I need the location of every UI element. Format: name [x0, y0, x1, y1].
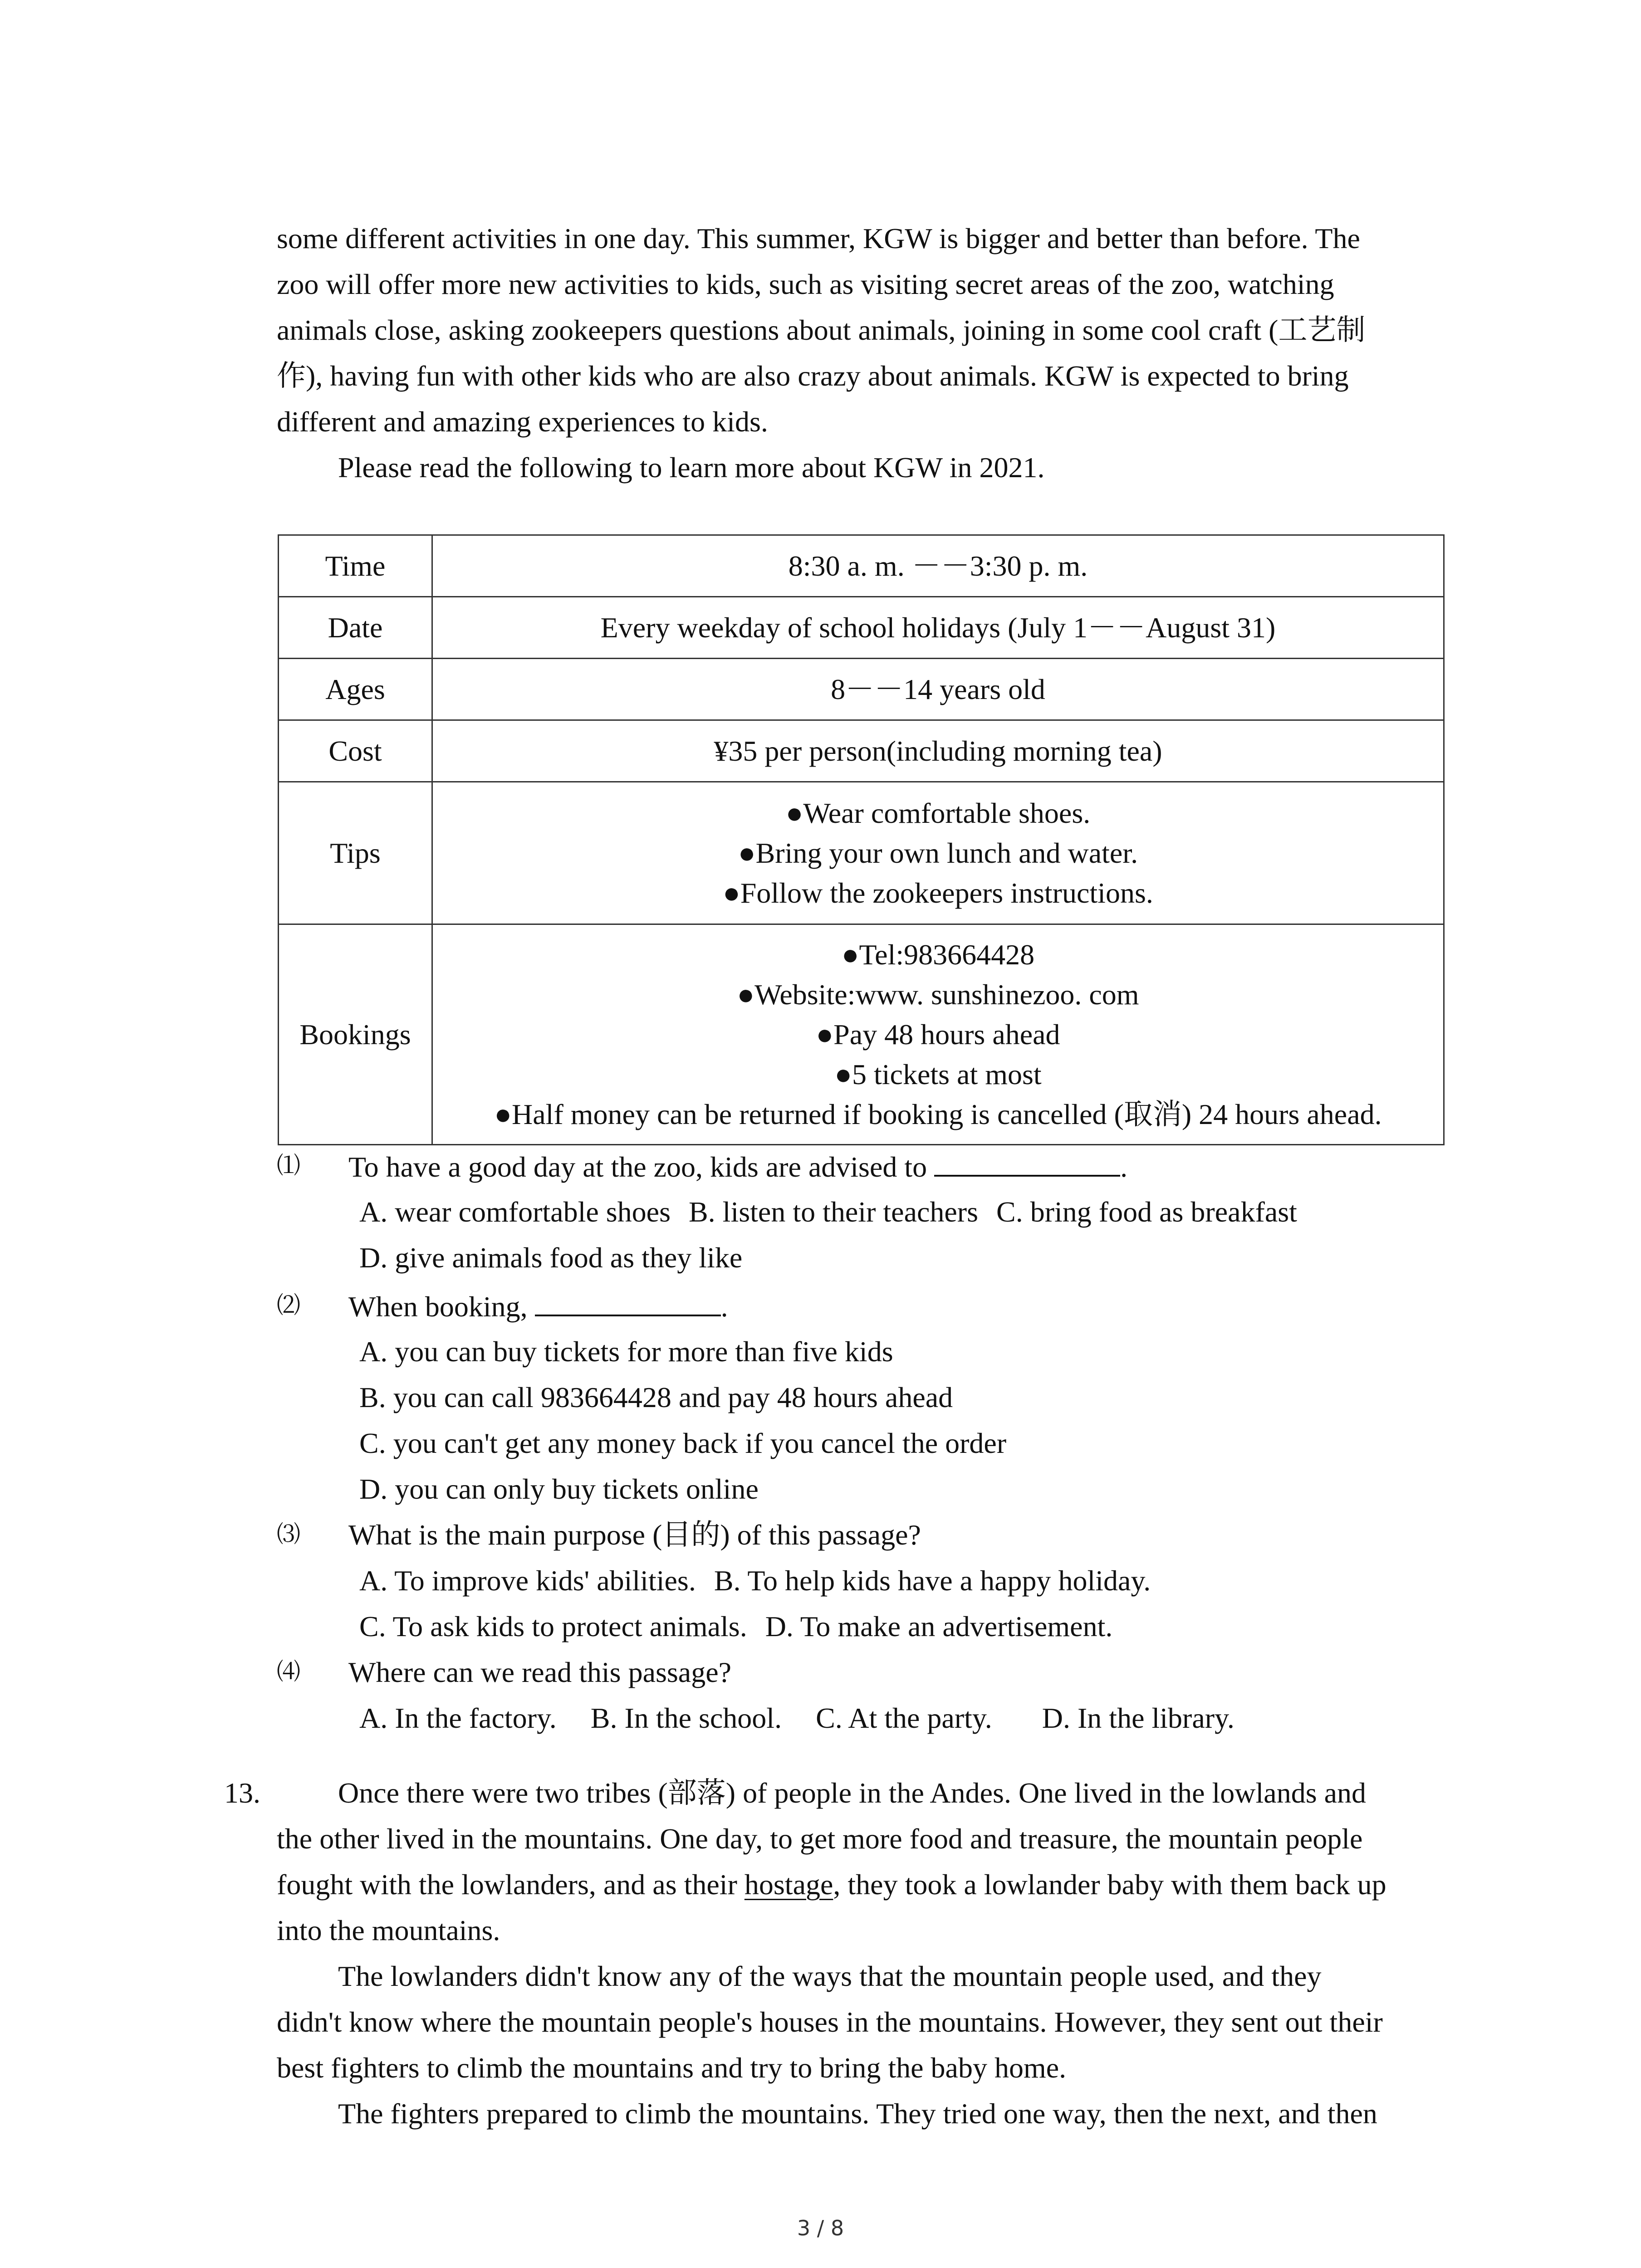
tip-item: ●Follow the zookeepers instructions. — [723, 876, 1153, 909]
bookings-value — [432, 924, 1444, 1145]
passage-line: into the mountains. — [277, 1914, 500, 1946]
options-line — [359, 1235, 742, 1281]
tip-item: ●Wear comfortable shoes. — [785, 797, 1091, 829]
underlined-word-hostage: hostage — [744, 1868, 833, 1901]
time-label: Time — [279, 535, 432, 597]
passage-line: best fighters to climb the mountains and try to bring the baby home. — [277, 2052, 1067, 2084]
table-row — [279, 597, 1444, 659]
date-label: Date — [279, 597, 432, 659]
intro-line: animals close, asking zookeepers questions about animals, joining in some cool craft (工艺制 — [277, 314, 1366, 346]
option-d[interactable]: D. give animals food as they like — [359, 1242, 743, 1274]
option-d[interactable]: D. In the library. — [1042, 1702, 1234, 1734]
question-text — [348, 1143, 1127, 1190]
option-a[interactable]: A. To improve kids' abilities. — [359, 1564, 696, 1597]
intro-line: some different activities in one day. This summer, KGW is bigger and better than before. The — [277, 222, 1360, 254]
option-c[interactable]: C. you can't get any money back if you cancel the order — [359, 1427, 1007, 1459]
passage-number: 13. — [224, 1777, 260, 1809]
question-text — [348, 1283, 728, 1330]
option-c[interactable]: C. To ask kids to protect animals. — [359, 1610, 747, 1642]
passage-line: The lowlanders didn't know any of the ways that the mountain people used, and they — [338, 1960, 1322, 1992]
intro-line: 作), having fun with other kids who are also crazy about animals. KGW is expected to bring — [277, 360, 1349, 392]
options-line — [359, 1466, 759, 1512]
cost-value: ¥35 per person(including morning tea) — [432, 720, 1444, 782]
table-row — [279, 782, 1444, 924]
option-b[interactable]: B. listen to their teachers — [688, 1196, 978, 1228]
options-line — [359, 1329, 893, 1374]
option-d[interactable]: D. To make an advertisement. — [765, 1610, 1113, 1642]
option-b[interactable]: B. To help kids have a happy holiday. — [714, 1564, 1151, 1597]
table-row — [279, 535, 1444, 597]
option-d[interactable]: D. you can only buy tickets online — [359, 1473, 759, 1505]
booking-item: ●Website:www. sunshinezoo. com — [737, 978, 1139, 1011]
booking-item: ●Pay 48 hours ahead — [816, 1018, 1060, 1051]
options-line — [359, 1558, 1151, 1603]
tips-value — [432, 782, 1444, 924]
ages-label: Ages — [279, 659, 432, 720]
options-line — [359, 1695, 1234, 1741]
passage-text: , they took a lowlander baby with them back up — [833, 1868, 1386, 1901]
question-number: ⑷ — [277, 1658, 301, 1686]
passage-line: The fighters prepared to climb the mountains. They tried one way, then the next, and then — [338, 2097, 1377, 2130]
table-row — [279, 924, 1444, 1145]
table-row — [279, 659, 1444, 720]
options-line — [359, 1420, 1006, 1466]
question-end: . — [720, 1290, 728, 1323]
kgw-info-table — [278, 534, 1445, 1145]
option-c[interactable]: C. At the party. — [816, 1702, 992, 1734]
question-number: ⑶ — [277, 1521, 301, 1548]
options-line — [359, 1374, 953, 1420]
date-value: Every weekday of school holidays (July 1－－August 31) — [432, 597, 1444, 659]
booking-item: ●5 tickets at most — [834, 1058, 1042, 1090]
question-end: . — [1120, 1151, 1128, 1183]
time-value: 8:30 a. m. －－3:30 p. m. — [432, 535, 1444, 597]
option-b[interactable]: B. In the school. — [590, 1702, 782, 1734]
option-b[interactable]: B. you can call 983664428 and pay 48 hours ahead — [359, 1381, 953, 1413]
answer-blank[interactable] — [535, 1283, 721, 1316]
options-line — [359, 1603, 1112, 1649]
booking-item: ●Half money can be returned if booking is cancelled (取消) 24 hours ahead. — [494, 1098, 1382, 1130]
question-text: Where can we read this passage? — [348, 1656, 731, 1688]
option-a[interactable]: A. you can buy tickets for more than five kids — [359, 1335, 893, 1368]
option-a[interactable]: A. In the factory. — [359, 1702, 557, 1734]
ages-value: 8－－14 years old — [432, 659, 1444, 720]
intro-line: zoo will offer more new activities to kids, such as visiting secret areas of the zoo, watching — [277, 268, 1334, 300]
passage-line — [277, 1862, 1452, 1907]
passage-text: fought with the lowlanders, and as their — [277, 1868, 745, 1901]
option-a[interactable]: A. wear comfortable shoes — [359, 1196, 671, 1228]
read-more-line: Please read the following to learn more about KGW in 2021. — [338, 451, 1045, 484]
question-text: What is the main purpose (目的) of this passage? — [348, 1519, 921, 1551]
bookings-label: Bookings — [279, 924, 432, 1145]
passage-line: the other lived in the mountains. One day, to get more food and treasure, the mountain people — [277, 1823, 1363, 1855]
page-number: 3 / 8 — [797, 2216, 844, 2240]
passage-line: Once there were two tribes (部落) of people in the Andes. One lived in the lowlands and — [338, 1777, 1367, 1809]
passage-13 — [277, 1770, 1452, 2136]
tips-label: Tips — [279, 782, 432, 924]
question-stem: To have a good day at the zoo, kids are advised to — [348, 1151, 927, 1183]
table-row — [279, 720, 1444, 782]
tip-item: ●Bring your own lunch and water. — [738, 836, 1138, 869]
cost-label: Cost — [279, 720, 432, 782]
passage-line: didn't know where the mountain people's houses in the mountains. However, they sent out their — [277, 2006, 1383, 2038]
option-c[interactable]: C. bring food as breakfast — [996, 1196, 1297, 1228]
options-line — [359, 1189, 1297, 1235]
booking-item: ●Tel:983664428 — [841, 938, 1035, 971]
intro-line: different and amazing experiences to kids. — [277, 406, 768, 438]
question-stem: When booking, — [348, 1290, 528, 1323]
question-number: ⑴ — [277, 1152, 301, 1179]
intro-paragraph — [277, 215, 1452, 490]
question-number: ⑵ — [277, 1292, 301, 1319]
answer-blank[interactable] — [934, 1143, 1120, 1177]
